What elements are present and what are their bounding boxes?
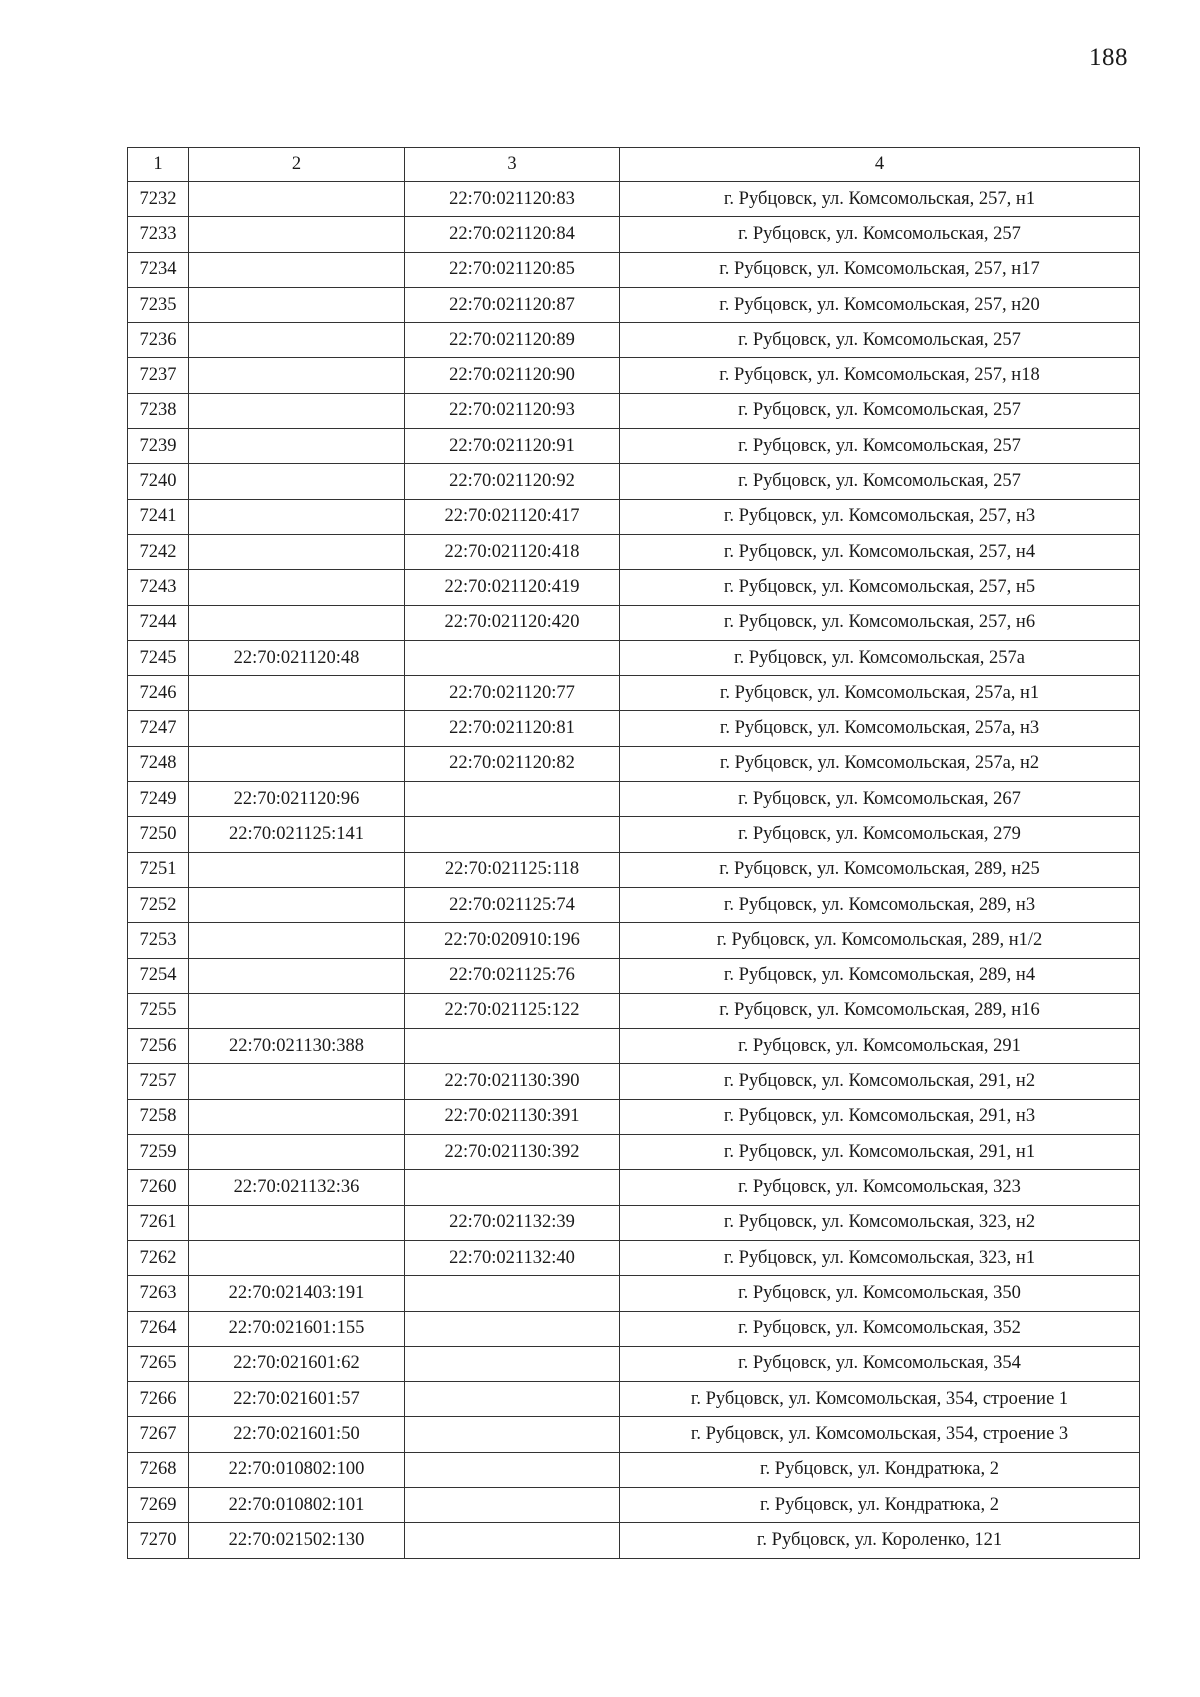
table-row	[128, 993, 1140, 1028]
land-cadastral-number-cell	[189, 676, 405, 711]
address-cell: г. Рубцовск, ул. Комсомольская, 257а, н3	[620, 711, 1140, 746]
land-cadastral-number-cell: 22:70:010802:100	[189, 1452, 405, 1487]
building-cadastral-number-cell: 22:70:020910:196	[405, 923, 620, 958]
row-number-cell: 7264	[128, 1311, 189, 1346]
header-col-4: 4	[620, 148, 1140, 182]
land-cadastral-number-cell	[189, 534, 405, 569]
row-number-cell: 7242	[128, 534, 189, 569]
land-cadastral-number-cell	[189, 252, 405, 287]
building-cadastral-number-cell: 22:70:021130:391	[405, 1099, 620, 1134]
table-row	[128, 1311, 1140, 1346]
row-number-cell: 7255	[128, 993, 189, 1028]
address-cell: г. Рубцовск, ул. Комсомольская, 354, строение 3	[620, 1417, 1140, 1452]
land-cadastral-number-cell	[189, 852, 405, 887]
row-number-cell: 7257	[128, 1064, 189, 1099]
land-cadastral-number-cell	[189, 464, 405, 499]
address-cell: г. Рубцовск, ул. Комсомольская, 279	[620, 817, 1140, 852]
address-cell: г. Рубцовск, ул. Комсомольская, 257, н6	[620, 605, 1140, 640]
address-cell: г. Рубцовск, ул. Комсомольская, 289, н16	[620, 993, 1140, 1028]
table-row	[128, 252, 1140, 287]
table-row	[128, 1346, 1140, 1381]
land-cadastral-number-cell: 22:70:021601:57	[189, 1382, 405, 1417]
address-cell: г. Рубцовск, ул. Комсомольская, 257	[620, 464, 1140, 499]
header-row	[128, 148, 1140, 182]
address-cell: г. Рубцовск, ул. Комсомольская, 323	[620, 1170, 1140, 1205]
address-cell: г. Рубцовск, ул. Комсомольская, 291, н1	[620, 1135, 1140, 1170]
table-row	[128, 923, 1140, 958]
building-cadastral-number-cell	[405, 1346, 620, 1381]
table-row	[128, 182, 1140, 217]
address-cell: г. Рубцовск, ул. Комсомольская, 257а	[620, 640, 1140, 675]
building-cadastral-number-cell: 22:70:021120:420	[405, 605, 620, 640]
building-cadastral-number-cell: 22:70:021120:84	[405, 217, 620, 252]
building-cadastral-number-cell: 22:70:021120:417	[405, 499, 620, 534]
row-number-cell: 7237	[128, 358, 189, 393]
land-cadastral-number-cell	[189, 1240, 405, 1275]
table-row	[128, 1523, 1140, 1558]
table-body	[128, 182, 1140, 1559]
address-cell: г. Рубцовск, ул. Комсомольская, 267	[620, 782, 1140, 817]
land-cadastral-number-cell	[189, 429, 405, 464]
land-cadastral-number-cell	[189, 570, 405, 605]
table-row	[128, 1487, 1140, 1522]
building-cadastral-number-cell: 22:70:021120:77	[405, 676, 620, 711]
building-cadastral-number-cell	[405, 1029, 620, 1064]
building-cadastral-number-cell: 22:70:021120:92	[405, 464, 620, 499]
row-number-cell: 7262	[128, 1240, 189, 1275]
row-number-cell: 7251	[128, 852, 189, 887]
land-cadastral-number-cell: 22:70:021601:62	[189, 1346, 405, 1381]
row-number-cell: 7250	[128, 817, 189, 852]
row-number-cell: 7236	[128, 323, 189, 358]
address-cell: г. Рубцовск, ул. Комсомольская, 257	[620, 323, 1140, 358]
building-cadastral-number-cell	[405, 640, 620, 675]
row-number-cell: 7248	[128, 746, 189, 781]
row-number-cell: 7263	[128, 1276, 189, 1311]
land-cadastral-number-cell: 22:70:021502:130	[189, 1523, 405, 1558]
table-row	[128, 640, 1140, 675]
address-cell: г. Рубцовск, ул. Комсомольская, 291, н2	[620, 1064, 1140, 1099]
address-cell: г. Рубцовск, ул. Комсомольская, 257, н17	[620, 252, 1140, 287]
table-row	[128, 323, 1140, 358]
address-cell: г. Рубцовск, ул. Комсомольская, 257а, н1	[620, 676, 1140, 711]
header-col-3: 3	[405, 148, 620, 182]
row-number-cell: 7238	[128, 393, 189, 428]
table-row	[128, 499, 1140, 534]
building-cadastral-number-cell: 22:70:021120:91	[405, 429, 620, 464]
row-number-cell: 7239	[128, 429, 189, 464]
address-cell: г. Рубцовск, ул. Комсомольская, 257, н1	[620, 182, 1140, 217]
building-cadastral-number-cell: 22:70:021125:74	[405, 887, 620, 922]
table-row	[128, 782, 1140, 817]
address-cell: г. Рубцовск, ул. Комсомольская, 354	[620, 1346, 1140, 1381]
building-cadastral-number-cell: 22:70:021125:76	[405, 958, 620, 993]
row-number-cell: 7245	[128, 640, 189, 675]
land-cadastral-number-cell: 22:70:021120:96	[189, 782, 405, 817]
table-row	[128, 676, 1140, 711]
row-number-cell: 7270	[128, 1523, 189, 1558]
address-cell: г. Рубцовск, ул. Комсомольская, 257а, н2	[620, 746, 1140, 781]
address-cell: г. Рубцовск, ул. Комсомольская, 257, н5	[620, 570, 1140, 605]
address-cell: г. Рубцовск, ул. Комсомольская, 352	[620, 1311, 1140, 1346]
property-table	[127, 147, 1140, 1559]
row-number-cell: 7234	[128, 252, 189, 287]
building-cadastral-number-cell	[405, 1382, 620, 1417]
table-row	[128, 358, 1140, 393]
row-number-cell: 7246	[128, 676, 189, 711]
row-number-cell: 7252	[128, 887, 189, 922]
address-cell: г. Рубцовск, ул. Комсомольская, 289, н4	[620, 958, 1140, 993]
land-cadastral-number-cell	[189, 182, 405, 217]
table-row	[128, 570, 1140, 605]
land-cadastral-number-cell: 22:70:021403:191	[189, 1276, 405, 1311]
table-row	[128, 287, 1140, 322]
building-cadastral-number-cell	[405, 782, 620, 817]
building-cadastral-number-cell: 22:70:021120:89	[405, 323, 620, 358]
land-cadastral-number-cell	[189, 323, 405, 358]
land-cadastral-number-cell	[189, 393, 405, 428]
row-number-cell: 7256	[128, 1029, 189, 1064]
address-cell: г. Рубцовск, ул. Короленко, 121	[620, 1523, 1140, 1558]
building-cadastral-number-cell	[405, 1417, 620, 1452]
building-cadastral-number-cell: 22:70:021120:83	[405, 182, 620, 217]
table-row	[128, 1205, 1140, 1240]
address-cell: г. Рубцовск, ул. Комсомольская, 257, н3	[620, 499, 1140, 534]
row-number-cell: 7241	[128, 499, 189, 534]
row-number-cell: 7243	[128, 570, 189, 605]
row-number-cell: 7267	[128, 1417, 189, 1452]
table-row	[128, 1135, 1140, 1170]
land-cadastral-number-cell	[189, 605, 405, 640]
land-cadastral-number-cell: 22:70:021125:141	[189, 817, 405, 852]
building-cadastral-number-cell: 22:70:021120:85	[405, 252, 620, 287]
table-row	[128, 817, 1140, 852]
building-cadastral-number-cell: 22:70:021120:93	[405, 393, 620, 428]
land-cadastral-number-cell	[189, 1135, 405, 1170]
building-cadastral-number-cell	[405, 1452, 620, 1487]
address-cell: г. Рубцовск, ул. Комсомольская, 257, н20	[620, 287, 1140, 322]
building-cadastral-number-cell: 22:70:021120:81	[405, 711, 620, 746]
land-cadastral-number-cell	[189, 958, 405, 993]
row-number-cell: 7232	[128, 182, 189, 217]
row-number-cell: 7268	[128, 1452, 189, 1487]
land-cadastral-number-cell: 22:70:021601:50	[189, 1417, 405, 1452]
building-cadastral-number-cell	[405, 1487, 620, 1522]
row-number-cell: 7258	[128, 1099, 189, 1134]
building-cadastral-number-cell: 22:70:021132:40	[405, 1240, 620, 1275]
building-cadastral-number-cell	[405, 817, 620, 852]
building-cadastral-number-cell: 22:70:021120:87	[405, 287, 620, 322]
row-number-cell: 7266	[128, 1382, 189, 1417]
address-cell: г. Рубцовск, ул. Комсомольская, 350	[620, 1276, 1140, 1311]
land-cadastral-number-cell	[189, 711, 405, 746]
row-number-cell: 7235	[128, 287, 189, 322]
header-col-1: 1	[128, 148, 189, 182]
building-cadastral-number-cell: 22:70:021132:39	[405, 1205, 620, 1240]
land-cadastral-number-cell	[189, 287, 405, 322]
table-row	[128, 464, 1140, 499]
table-row	[128, 1240, 1140, 1275]
table-row	[128, 429, 1140, 464]
building-cadastral-number-cell: 22:70:021120:418	[405, 534, 620, 569]
address-cell: г. Рубцовск, ул. Комсомольская, 289, н3	[620, 887, 1140, 922]
table-row	[128, 887, 1140, 922]
building-cadastral-number-cell	[405, 1170, 620, 1205]
table-header	[128, 148, 1140, 182]
row-number-cell: 7233	[128, 217, 189, 252]
land-cadastral-number-cell	[189, 923, 405, 958]
row-number-cell: 7253	[128, 923, 189, 958]
row-number-cell: 7260	[128, 1170, 189, 1205]
land-cadastral-number-cell	[189, 358, 405, 393]
address-cell: г. Рубцовск, ул. Комсомольская, 257	[620, 429, 1140, 464]
row-number-cell: 7249	[128, 782, 189, 817]
land-cadastral-number-cell	[189, 1205, 405, 1240]
building-cadastral-number-cell	[405, 1311, 620, 1346]
land-cadastral-number-cell	[189, 746, 405, 781]
property-table-container	[127, 147, 1139, 1559]
address-cell: г. Рубцовск, ул. Комсомольская, 257	[620, 393, 1140, 428]
table-row	[128, 217, 1140, 252]
address-cell: г. Рубцовск, ул. Комсомольская, 323, н2	[620, 1205, 1140, 1240]
building-cadastral-number-cell: 22:70:021130:392	[405, 1135, 620, 1170]
land-cadastral-number-cell: 22:70:021130:388	[189, 1029, 405, 1064]
table-row	[128, 711, 1140, 746]
land-cadastral-number-cell	[189, 887, 405, 922]
land-cadastral-number-cell: 22:70:021132:36	[189, 1170, 405, 1205]
header-col-2: 2	[189, 148, 405, 182]
address-cell: г. Рубцовск, ул. Комсомольская, 257, н4	[620, 534, 1140, 569]
address-cell: г. Рубцовск, ул. Кондратюка, 2	[620, 1452, 1140, 1487]
land-cadastral-number-cell	[189, 217, 405, 252]
table-row	[128, 1099, 1140, 1134]
row-number-cell: 7240	[128, 464, 189, 499]
table-row	[128, 534, 1140, 569]
address-cell: г. Рубцовск, ул. Комсомольская, 291	[620, 1029, 1140, 1064]
address-cell: г. Рубцовск, ул. Комсомольская, 289, н25	[620, 852, 1140, 887]
row-number-cell: 7261	[128, 1205, 189, 1240]
land-cadastral-number-cell	[189, 993, 405, 1028]
table-row	[128, 1276, 1140, 1311]
address-cell: г. Рубцовск, ул. Комсомольская, 291, н3	[620, 1099, 1140, 1134]
row-number-cell: 7247	[128, 711, 189, 746]
building-cadastral-number-cell: 22:70:021120:82	[405, 746, 620, 781]
table-row	[128, 393, 1140, 428]
table-row	[128, 1417, 1140, 1452]
address-cell: г. Рубцовск, ул. Комсомольская, 257	[620, 217, 1140, 252]
row-number-cell: 7254	[128, 958, 189, 993]
row-number-cell: 7265	[128, 1346, 189, 1381]
address-cell: г. Рубцовск, ул. Кондратюка, 2	[620, 1487, 1140, 1522]
building-cadastral-number-cell	[405, 1276, 620, 1311]
address-cell: г. Рубцовск, ул. Комсомольская, 289, н1/2	[620, 923, 1140, 958]
row-number-cell: 7269	[128, 1487, 189, 1522]
land-cadastral-number-cell: 22:70:010802:101	[189, 1487, 405, 1522]
table-row	[128, 1170, 1140, 1205]
building-cadastral-number-cell	[405, 1523, 620, 1558]
building-cadastral-number-cell: 22:70:021125:122	[405, 993, 620, 1028]
table-row	[128, 605, 1140, 640]
table-row	[128, 958, 1140, 993]
row-number-cell: 7244	[128, 605, 189, 640]
land-cadastral-number-cell	[189, 1099, 405, 1134]
land-cadastral-number-cell	[189, 499, 405, 534]
table-row	[128, 746, 1140, 781]
page-number: 188	[1089, 44, 1128, 71]
table-row	[128, 1029, 1140, 1064]
table-row	[128, 852, 1140, 887]
building-cadastral-number-cell: 22:70:021120:90	[405, 358, 620, 393]
table-row	[128, 1452, 1140, 1487]
land-cadastral-number-cell: 22:70:021601:155	[189, 1311, 405, 1346]
address-cell: г. Рубцовск, ул. Комсомольская, 257, н18	[620, 358, 1140, 393]
table-row	[128, 1064, 1140, 1099]
building-cadastral-number-cell: 22:70:021125:118	[405, 852, 620, 887]
row-number-cell: 7259	[128, 1135, 189, 1170]
land-cadastral-number-cell	[189, 1064, 405, 1099]
land-cadastral-number-cell: 22:70:021120:48	[189, 640, 405, 675]
table-row	[128, 1382, 1140, 1417]
building-cadastral-number-cell: 22:70:021120:419	[405, 570, 620, 605]
building-cadastral-number-cell: 22:70:021130:390	[405, 1064, 620, 1099]
address-cell: г. Рубцовск, ул. Комсомольская, 354, строение 1	[620, 1382, 1140, 1417]
address-cell: г. Рубцовск, ул. Комсомольская, 323, н1	[620, 1240, 1140, 1275]
